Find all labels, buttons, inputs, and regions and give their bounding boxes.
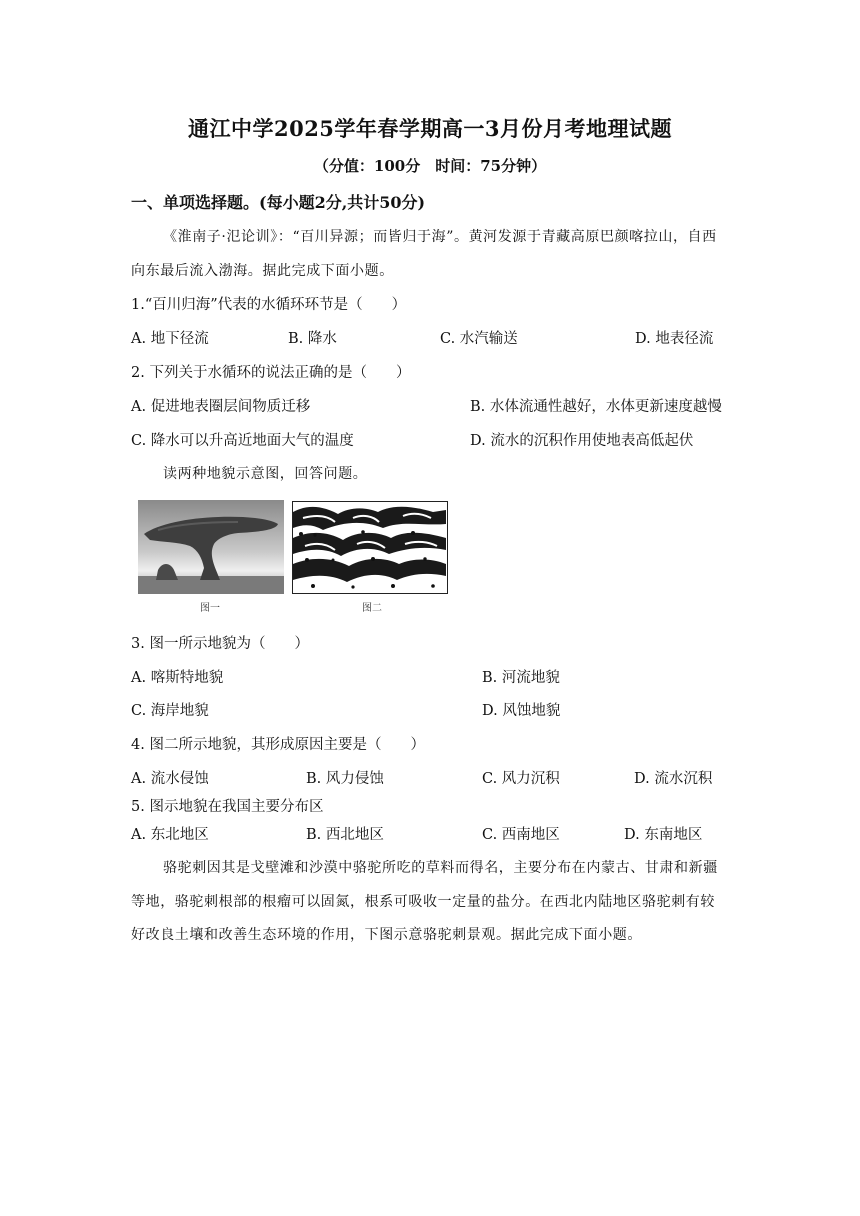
passage-line: 好改良土壤和改善生态环境的作用，下图示意骆驼刺景观。据此完成下面小题。 xyxy=(131,927,642,943)
option-a[interactable]: A. 促进地表圈层间物质迁移 xyxy=(131,399,311,415)
option-c[interactable]: C. 海岸地貌 xyxy=(131,703,209,719)
sand-dunes-diagram xyxy=(292,501,448,594)
option-d[interactable]: D. 风蚀地貌 xyxy=(482,703,561,719)
option-c[interactable]: C. 水汽输送 xyxy=(440,331,518,347)
page-title: 通江中学2025学年春学期高一3月份月考地理试题 xyxy=(187,116,673,141)
option-b[interactable]: B. 水体流通性越好，水体更新速度越慢 xyxy=(470,399,722,415)
option-d[interactable]: D. 流水的沉积作用使地表高低起伏 xyxy=(470,433,694,449)
option-a[interactable]: A. 喀斯特地貌 xyxy=(131,670,224,686)
figure-caption: 图一 xyxy=(200,603,220,614)
passage-line: 骆驼刺因其是戈壁滩和沙漠中骆驼所吃的草料而得名，主要分布在内蒙古、甘肃和新疆 xyxy=(163,860,718,876)
exam-info: （分值：100分 时间：75分钟） xyxy=(313,157,547,175)
option-a[interactable]: A. 流水侵蚀 xyxy=(131,771,209,787)
option-c[interactable]: C. 西南地区 xyxy=(482,827,560,843)
question-stem: 3. 图一所示地貌为（ ） xyxy=(131,636,309,652)
passage-line: 读两种地貌示意图，回答问题。 xyxy=(163,466,368,482)
passage-line: 等地，骆驼刺根部的根瘤可以固氮，根系可吸收一定量的盐分。在西北内陆地区骆驼刺有较 xyxy=(131,894,715,910)
passage-line: 向东最后流入渤海。据此完成下面小题。 xyxy=(131,263,394,279)
option-a[interactable]: A. 地下径流 xyxy=(131,331,209,347)
section-heading: 一、单项选择题。(每小题2分,共计50分) xyxy=(131,193,426,212)
question-stem: 5. 图示地貌在我国主要分布区 xyxy=(131,799,324,815)
option-c[interactable]: C. 降水可以升高近地面大气的温度 xyxy=(131,433,354,449)
question-stem: 4. 图二所示地貌，其形成原因主要是（ ） xyxy=(131,737,425,753)
option-a[interactable]: A. 东北地区 xyxy=(131,827,209,843)
option-d[interactable]: D. 地表径流 xyxy=(635,331,714,347)
option-b[interactable]: B. 河流地貌 xyxy=(482,670,560,686)
option-b[interactable]: B. 西北地区 xyxy=(306,827,384,843)
option-d[interactable]: D. 东南地区 xyxy=(624,827,703,843)
option-d[interactable]: D. 流水沉积 xyxy=(634,771,713,787)
option-b[interactable]: B. 风力侵蚀 xyxy=(306,771,384,787)
question-stem: 2. 下列关于水循环的说法正确的是（ ） xyxy=(131,365,411,381)
option-c[interactable]: C. 风力沉积 xyxy=(482,771,560,787)
question-stem: 1.“百川归海”代表的水循环环节是（ ） xyxy=(131,297,407,313)
mushroom-rock-image xyxy=(138,500,284,594)
option-b[interactable]: B. 降水 xyxy=(288,331,337,347)
figure-caption: 图二 xyxy=(362,603,382,614)
passage-line: 《淮南子·氾论训》：“百川异源；而皆归于海”。黄河发源于青藏高原巴颜喀拉山，自西 xyxy=(163,229,717,245)
